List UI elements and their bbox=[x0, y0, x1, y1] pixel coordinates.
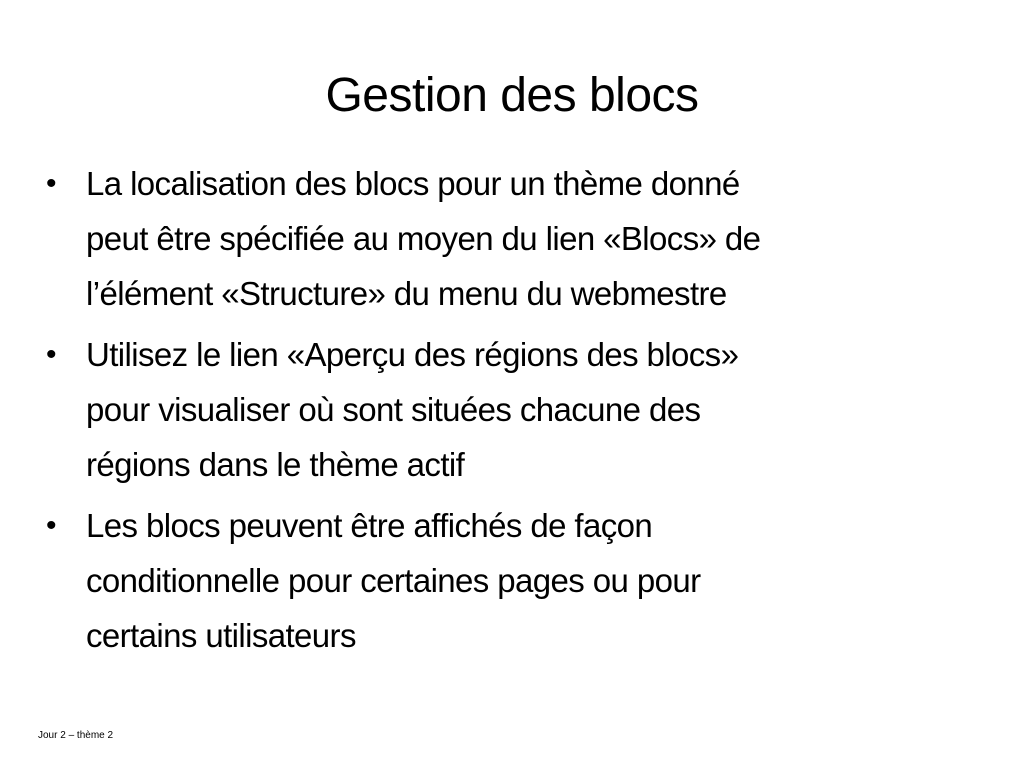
slide-footer: Jour 2 – thème 2 bbox=[38, 730, 114, 741]
bullet-icon: • bbox=[46, 338, 56, 371]
bullet-line: certains utilisateurs bbox=[86, 617, 356, 654]
bullet-item bbox=[46, 156, 986, 321]
bullet-line: pour visualiser où sont situées chacune des bbox=[86, 391, 701, 428]
bullet-icon: • bbox=[46, 167, 56, 200]
bullet-line: Les blocs peuvent être affichés de façon bbox=[86, 507, 653, 544]
bullet-line: La localisation des blocs pour un thème donné bbox=[86, 165, 740, 202]
bullet-line: l’élément «Structure» du menu du webmestre bbox=[86, 275, 727, 312]
bullet-line: Utilisez le lien «Aperçu des régions des blocs» bbox=[86, 336, 739, 373]
slide-title: Gestion des blocs bbox=[325, 69, 699, 122]
bullet-icon: • bbox=[46, 509, 56, 542]
bullet-list bbox=[46, 156, 986, 669]
bullet-item bbox=[46, 498, 986, 663]
bullet-line: régions dans le thème actif bbox=[86, 446, 465, 483]
bullet-line: peut être spécifiée au moyen du lien «Blocs» de bbox=[86, 220, 761, 257]
bullet-item bbox=[46, 327, 986, 492]
bullet-line: conditionnelle pour certaines pages ou pour bbox=[86, 562, 701, 599]
